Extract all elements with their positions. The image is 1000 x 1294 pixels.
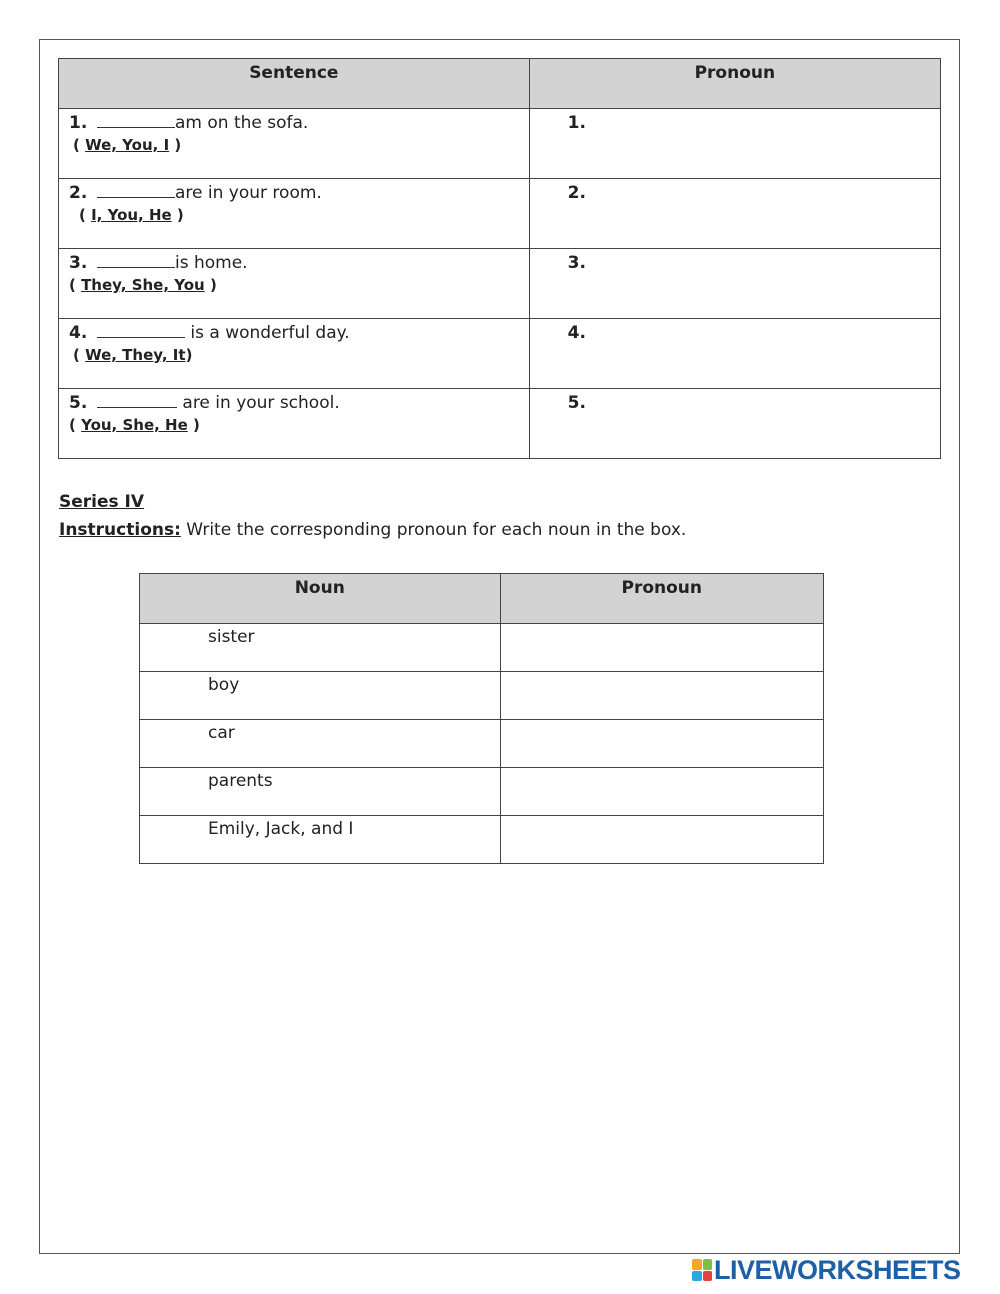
- choice-options: ( We, You, I ): [73, 136, 182, 154]
- answer-blank[interactable]: [97, 113, 175, 128]
- pronoun-answer-cell[interactable]: 2.: [529, 179, 940, 249]
- logo-block: [692, 1271, 702, 1282]
- answer-blank[interactable]: [97, 323, 185, 338]
- sentence-text: are in your school.: [177, 393, 340, 413]
- item-number: 2.: [69, 183, 88, 203]
- pronoun-answer-cell[interactable]: [500, 624, 823, 672]
- table-row: [140, 720, 824, 768]
- pronoun-answer-cell[interactable]: 3.: [529, 249, 940, 319]
- item-number: 5.: [69, 393, 88, 413]
- noun-cell: Emily, Jack, and I: [140, 816, 501, 864]
- table-row: [59, 179, 941, 249]
- table-row: [59, 389, 941, 459]
- table-row: [140, 816, 824, 864]
- pronoun-header: Pronoun: [500, 574, 823, 624]
- instructions: [59, 520, 686, 540]
- logo-text: LIVEWORKSHEETS: [714, 1254, 961, 1285]
- pronoun-answer-cell[interactable]: [500, 672, 823, 720]
- table-row: [59, 249, 941, 319]
- noun-cell: car: [140, 720, 501, 768]
- noun-header: Noun: [140, 574, 501, 624]
- logo-block: [692, 1259, 702, 1270]
- table-row: [59, 109, 941, 179]
- sentence-text: is a wonderful day.: [185, 323, 350, 343]
- pronoun-answer-cell[interactable]: [500, 768, 823, 816]
- item-number: 4.: [69, 323, 88, 343]
- choice-options: ( They, She, You ): [69, 276, 217, 294]
- sentence-cell: [59, 179, 530, 249]
- table-header-row: [140, 574, 824, 624]
- pronoun-answer-cell[interactable]: 1.: [529, 109, 940, 179]
- choice-options: ( You, She, He ): [69, 416, 200, 434]
- sentence-cell: [59, 319, 530, 389]
- noun-cell: parents: [140, 768, 501, 816]
- item-number: 1.: [69, 113, 88, 133]
- instructions-label: Instructions:: [59, 520, 181, 540]
- sentence-cell: [59, 389, 530, 459]
- sentence-text: are in your room.: [175, 183, 322, 203]
- series-title: Series IV: [59, 492, 145, 512]
- table-row: [140, 624, 824, 672]
- pronoun-answer-cell[interactable]: [500, 816, 823, 864]
- table-row: [140, 672, 824, 720]
- choice-options: ( We, They, It): [73, 346, 193, 364]
- pronoun-answer-cell[interactable]: 5.: [529, 389, 940, 459]
- noun-cell: sister: [140, 624, 501, 672]
- pronoun-header: Pronoun: [529, 59, 940, 109]
- noun-cell: boy: [140, 672, 501, 720]
- logo-block: [703, 1259, 713, 1270]
- liveworksheets-logo: [692, 1256, 961, 1284]
- answer-blank[interactable]: [97, 183, 175, 198]
- table-row: [59, 319, 941, 389]
- table-header-row: [59, 59, 941, 109]
- sentence-header: Sentence: [59, 59, 530, 109]
- answer-blank[interactable]: [97, 393, 177, 408]
- noun-pronoun-table: [139, 573, 824, 864]
- sentence-pronoun-table: [58, 58, 941, 459]
- item-number: 3.: [69, 253, 88, 273]
- pronoun-answer-cell[interactable]: 4.: [529, 319, 940, 389]
- logo-blocks-icon: [692, 1259, 712, 1281]
- instructions-text: Write the corresponding pronoun for each noun in the box.: [180, 520, 687, 540]
- sentence-text: am on the sofa.: [175, 113, 309, 133]
- table-row: [140, 768, 824, 816]
- sentence-cell: [59, 109, 530, 179]
- sentence-text: is home.: [175, 253, 248, 273]
- pronoun-answer-cell[interactable]: [500, 720, 823, 768]
- logo-block: [703, 1271, 713, 1282]
- sentence-cell: [59, 249, 530, 319]
- answer-blank[interactable]: [97, 253, 175, 268]
- choice-options: ( I, You, He ): [79, 206, 184, 224]
